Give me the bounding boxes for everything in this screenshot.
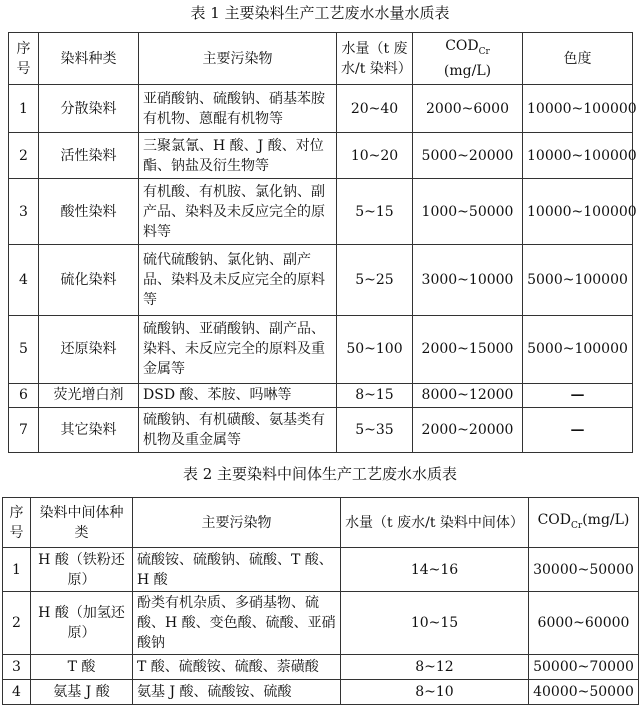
cell-water: 50~100 [337, 315, 413, 383]
table-row [9, 407, 633, 452]
cell-no: 3 [9, 179, 39, 245]
table2-title: 表 2 主要染料中间体生产工艺废水水质表 [182, 465, 458, 483]
cell-water: 8~10 [341, 680, 529, 705]
table-row [3, 655, 639, 680]
cell-no: 1 [9, 85, 39, 133]
header-no: 序号 [3, 498, 31, 548]
cell-pollutants: 硫代硫酸钠、氯化钠、副产品、染料及未反应完全的原料等 [139, 245, 337, 315]
cell-cod: 1000~50000 [413, 179, 523, 245]
header-pollutants: 主要污染物 [139, 33, 337, 85]
header-type: 染料中间体种类 [31, 498, 133, 548]
cell-water: 5~25 [337, 245, 413, 315]
cell-water: 8~12 [341, 655, 529, 680]
table1-header-row [9, 33, 633, 85]
table-row [9, 315, 633, 383]
table-row [9, 245, 633, 315]
cell-type: 氨基 J 酸 [31, 680, 133, 705]
cell-color: 10000~100000 [523, 179, 633, 245]
cell-water: 5~35 [337, 407, 413, 452]
cell-water: 20~40 [337, 85, 413, 133]
cell-pollutants: T 酸、硫酸铵、硫酸、萘磺酸 [133, 655, 341, 680]
table1-title: 表 1 主要染料生产工艺废水水量水质表 [190, 4, 450, 22]
table2-header-row [3, 498, 639, 548]
cell-cod: 50000~70000 [529, 655, 639, 680]
table-row [9, 383, 633, 407]
cell-type: 分散染料 [39, 85, 139, 133]
table-row [3, 548, 639, 592]
table-row [9, 85, 633, 133]
cell-cod: 2000~15000 [413, 315, 523, 383]
header-water: 水量（t 废水/t 染料） [337, 33, 413, 85]
table2 [2, 497, 639, 705]
cell-no: 2 [9, 133, 39, 179]
cell-color: — [523, 407, 633, 452]
table-row [3, 592, 639, 655]
cell-type: 荧光增白剂 [39, 383, 139, 407]
cell-water: 10~20 [337, 133, 413, 179]
cell-type: 其它染料 [39, 407, 139, 452]
cell-pollutants: 硫酸钠、有机磺酸、氨基类有机物及重金属等 [139, 407, 337, 452]
cell-pollutants: 硫酸钠、亚硝酸钠、副产品、染料、未反应完全的原料及重金属等 [139, 315, 337, 383]
cell-no: 5 [9, 315, 39, 383]
cell-no: 4 [9, 245, 39, 315]
table1 [8, 32, 637, 453]
header-color: 色度 [523, 33, 633, 85]
header-pollutants: 主要污染物 [133, 498, 341, 548]
cell-color: 5000~100000 [523, 315, 633, 383]
header-water: 水量（t 废水/t 染料中间体） [341, 498, 529, 548]
cell-cod: 8000~12000 [413, 383, 523, 407]
header-type: 染料种类 [39, 33, 139, 85]
cell-no: 1 [3, 548, 31, 592]
cell-color: — [523, 383, 633, 407]
cell-cod: 3000~10000 [413, 245, 523, 315]
cell-type: H 酸（加氢还原） [31, 592, 133, 655]
cell-type: H 酸（铁粉还原） [31, 548, 133, 592]
cell-water: 10~15 [341, 592, 529, 655]
cell-color: 5000~100000 [523, 245, 633, 315]
table-row [3, 680, 639, 705]
cell-cod: 5000~20000 [413, 133, 523, 179]
cell-pollutants: 酚类有机杂质、多硝基物、硫酸、H 酸、变色酸、硫酸、亚硝酸钠 [133, 592, 341, 655]
header-no: 序号 [9, 33, 39, 85]
cell-pollutants: 亚硝酸钠、硫酸钠、硝基苯胺有机物、蒽醌有机物等 [139, 85, 337, 133]
cell-cod: 30000~50000 [529, 548, 639, 592]
cell-cod: 6000~60000 [529, 592, 639, 655]
cell-type: T 酸 [31, 655, 133, 680]
cell-color: 10000~100000 [523, 85, 633, 133]
cell-type: 活性染料 [39, 133, 139, 179]
cell-color: 10000~100000 [523, 133, 633, 179]
cell-no: 6 [9, 383, 39, 407]
cell-water: 8~15 [337, 383, 413, 407]
cell-no: 2 [3, 592, 31, 655]
cell-no: 4 [3, 680, 31, 705]
cell-type: 还原染料 [39, 315, 139, 383]
cell-cod: 40000~50000 [529, 680, 639, 705]
cell-no: 3 [3, 655, 31, 680]
cell-type: 硫化染料 [39, 245, 139, 315]
cell-water: 5~15 [337, 179, 413, 245]
cell-pollutants: 有机酸、有机胺、氯化钠、副产品、染料及未反应完全的原料等 [139, 179, 337, 245]
cell-pollutants: DSD 酸、苯胺、吗啉等 [139, 383, 337, 407]
cell-cod: 2000~20000 [413, 407, 523, 452]
table-row [9, 179, 633, 245]
cell-pollutants: 三聚氯氰、H 酸、J 酸、对位酯、钠盐及衍生物等 [139, 133, 337, 179]
table-row [9, 133, 633, 179]
cell-type: 酸性染料 [39, 179, 139, 245]
cell-cod: 2000~6000 [413, 85, 523, 133]
header-cod: $COD_{Cr}$ (mg/L) [413, 33, 523, 85]
cell-pollutants: 氨基 J 酸、硫酸铵、硫酸 [133, 680, 341, 705]
cell-no: 7 [9, 407, 39, 452]
header-cod: $COD_{Cr}(mg/L)$ [529, 498, 639, 548]
cell-pollutants: 硫酸铵、硫酸钠、硫酸、T 酸、H 酸 [133, 548, 341, 592]
cell-water: 14~16 [341, 548, 529, 592]
